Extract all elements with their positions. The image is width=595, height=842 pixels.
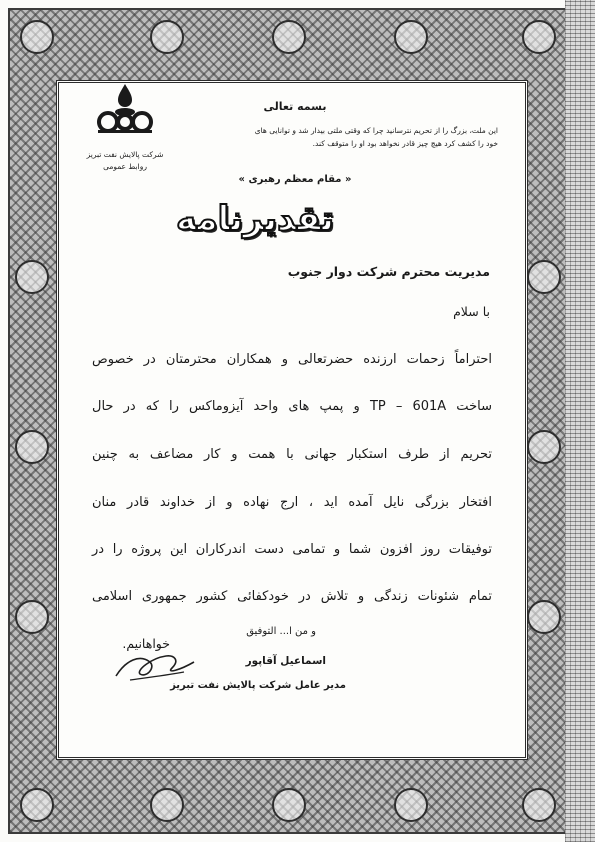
border-ornament — [15, 430, 49, 464]
border-ornament — [272, 788, 306, 822]
closing-phrase: خواهانیم. — [122, 636, 170, 651]
quote-line: این ملت، بزرگ را از تحریم نترسانید چرا که وقتی ملتی بیدار شد و توانایی های — [254, 126, 498, 135]
quote-source: « مقام معظم رهبری » — [238, 174, 352, 185]
corner-ornament — [20, 788, 54, 822]
corner-ornament — [522, 20, 556, 54]
quote-line: خود را کشف کرد هیچ چیز قادر نخواهد بود او را متوقف کند. — [312, 139, 498, 148]
border-ornament — [150, 20, 184, 54]
oil-refinery-emblem-icon — [94, 82, 156, 134]
scan-noise-edge — [565, 0, 595, 842]
body-line: توفیقات روز افزون شما و تمامی دست اندرکاران این پروژه را در — [92, 542, 492, 557]
body-line: احتراماً زحمات ارزنده حضرتعالی و همکاران محترمتان در خصوص — [92, 352, 492, 367]
body-line: افتخار بزرگی نایل آمده اید ، ارج نهاده و از خداوند قادر منان — [92, 495, 492, 510]
basmala: بسمه تعالی — [263, 100, 327, 113]
signatory-title: مدیر عامل شرکت پالایش نفت تبریز — [170, 680, 346, 691]
corner-ornament — [522, 788, 556, 822]
border-ornament — [272, 20, 306, 54]
border-ornament — [15, 600, 49, 634]
body-line: تحریم از طرف استکبار جهانی با همت و کار مضاعف به چنین — [92, 447, 492, 462]
border-ornament — [527, 600, 561, 634]
department-name: روابط عمومی — [103, 162, 147, 171]
corner-ornament — [20, 20, 54, 54]
valediction: و من ا... التوفیق — [246, 626, 316, 637]
body-line: تمام شئونات زندگی و تلاش در خودکفائی کشور جمهوری اسلامی — [92, 589, 492, 604]
company-name: شرکت پالایش نفت تبریز — [86, 150, 164, 159]
border-ornament — [527, 430, 561, 464]
border-ornament — [527, 260, 561, 294]
border-ornament — [150, 788, 184, 822]
certificate-title: تقدیرنامه — [176, 199, 334, 239]
addressee: مدیریت محترم شرکت دوار جنوب — [287, 264, 490, 279]
greeting: با سلام — [453, 304, 490, 319]
border-ornament — [394, 20, 428, 54]
body-line: ساخت TP – 601A و پمپ های واحد آیزوماکس را که در حال — [92, 399, 492, 414]
border-ornament — [394, 788, 428, 822]
border-ornament — [15, 260, 49, 294]
signatory-name: اسماعیل آقاپور — [245, 655, 326, 667]
